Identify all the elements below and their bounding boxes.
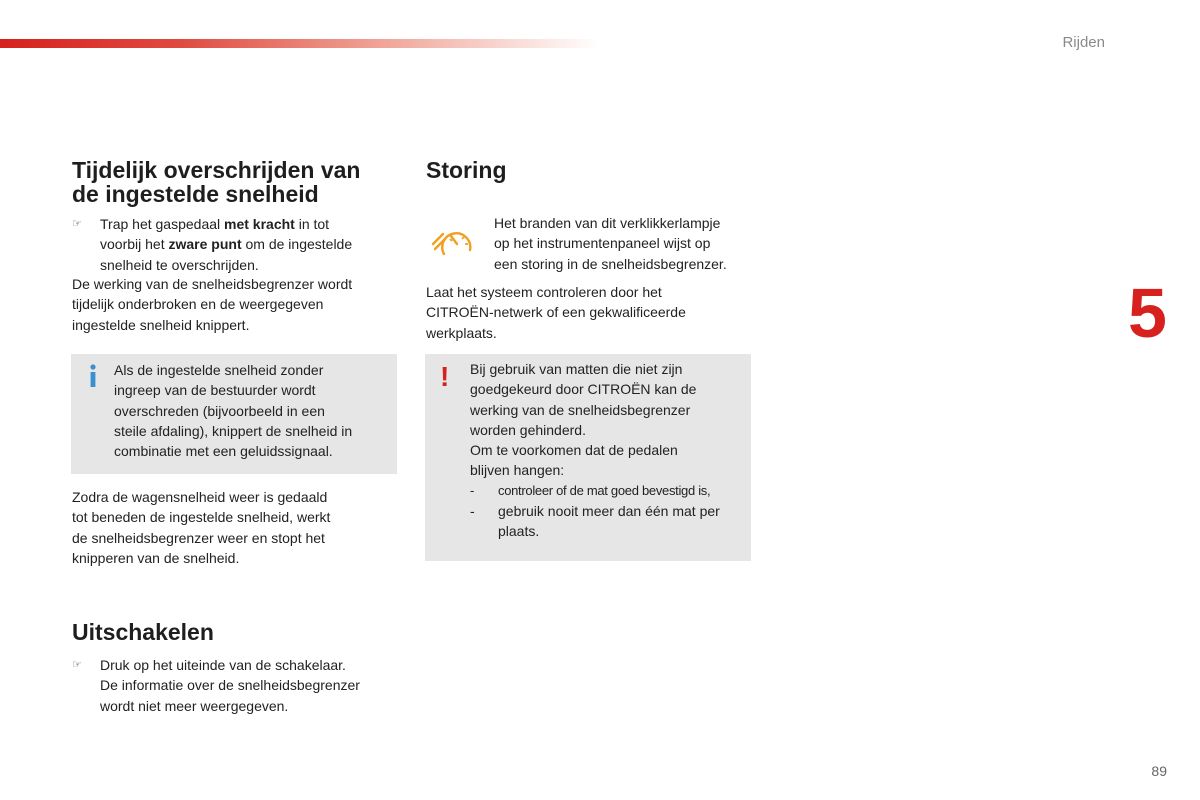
section-label: Rijden [1062, 34, 1105, 51]
dash-item-een-mat: - gebruik nooit meer dan één mat per plaats. [470, 503, 720, 540]
page-number: 89 [1151, 763, 1167, 779]
paragraph-wagensnelheid: Zodra de wagensnelheid weer is gedaald tot beneden de ingestelde snelheid, werkt de snelheidsbegrenzer weer en stopt het knipperen van de snelheid. [72, 489, 331, 566]
bullet-schakelaar: ☞ Druk op het uiteinde van de schakelaar. De informatie over de snelheidsbegrenzer wordt niet meer weergegeven. [72, 657, 360, 714]
section-title-uitschakelen: Uitschakelen [72, 619, 214, 645]
paragraph-onderbroken: De werking van de snelheidsbegrenzer wordt tijdelijk onderbroken en de weergegeven ingestelde snelheid knippert. [72, 276, 353, 333]
paragraph-controleren: Laat het systeem controleren door het CITROËN-netwerk of een gekwalificeerde werkplaats. [426, 284, 686, 341]
header-accent-bar [0, 39, 600, 48]
hand-bullet-icon: ☞ [72, 659, 82, 671]
info-box: Als de ingestelde snelheid zonder ingreep van de bestuurder wordt overschreden (bijvoorbeeld in een steile afdaling), knippert de snelheid in combinatie met een geluidssignaal. [71, 354, 397, 474]
bullet-gaspedaal: ☞ Trap het gaspedaal met kracht in tot voorbij het zware punt om de ingestelde snelheid te overschrijden. [72, 216, 353, 273]
hand-bullet-icon: ☞ [72, 218, 82, 230]
info-icon [88, 364, 98, 388]
warning-exclamation-icon: ! [440, 361, 450, 392]
speed-limiter-warning-icon [430, 224, 476, 262]
warning-box: ! Bij gebruik van matten die niet zijn goedgekeurd door CITROËN kan de werking van de snelheidsbegrenzer worden gehinderd. Om te voorkomen dat de pedalen blijven hangen: - controleer of de mat goed bevestigd is, - gebruik nooit meer dan één mat per plaats. [425, 354, 751, 561]
chapter-number: 5 [1128, 274, 1167, 352]
section-title-overschrijden: Tijdelijk overschrijden van de ingestelde snelheid [72, 157, 361, 207]
dash-item-mat-bevestigd: - controleer of de mat goed bevestigd is, [470, 483, 711, 498]
section-title-storing: Storing [426, 157, 507, 183]
paragraph-verklikkerlampje: Het branden van dit verklikkerlampje op het instrumentenpaneel wijst op een storing in de snelheidsbegrenzer. [494, 215, 727, 272]
